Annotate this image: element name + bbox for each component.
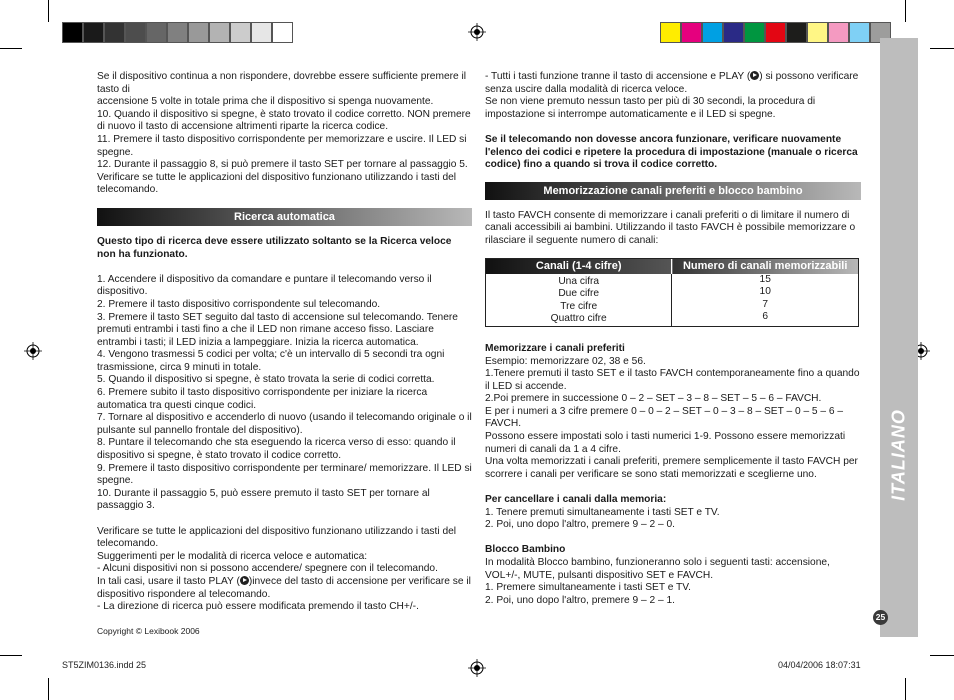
right-column [485, 71, 861, 607]
step: 5. Quando il dispositivo si spegne, è stato trovata la serie di codici corretta. [97, 374, 435, 386]
step: 6. Premere subito il tasto dispositivo corrispondente per iniziare la ricerca automatica tra questi cinque codici. [97, 387, 428, 411]
paragraph: 1. Premere simultaneamente i tasti SET e TV. [485, 582, 691, 594]
paragraph: 1.Tenere premuti il tasto SET e il tasto FAVCH contemporaneamente fino a quando il LED si accende. [485, 368, 860, 392]
paragraph: 2.Poi premere in successione 0 – 2 – SET – 3 – 8 – SET – 5 – 6 – FAVCH. [485, 393, 822, 405]
subsection-title: Memorizzare i canali preferiti [485, 342, 625, 354]
color-swatch [849, 22, 870, 43]
color-swatch [660, 22, 681, 43]
color-swatch [702, 22, 723, 43]
color-swatch [828, 22, 849, 43]
color-swatch [765, 22, 786, 43]
step: 3. Premere il tasto SET seguito dal tasto di accensione sul telecomando. Tenere premuti entrambi i tasti fino a che il LED non rimane acceso fisso. Lasciare entrambi i tasti; il LED inizia a lampeggiare. Inizia la ricerca automatica. [97, 311, 458, 348]
color-swatch [146, 22, 167, 43]
language-side-tab [880, 38, 918, 637]
table-header-row [486, 259, 858, 274]
paragraph: In tali casi, usare il tasto PLAY ( )invece del tasto di accensione per verificare se il dispositivo rispondere al telecomando. [97, 575, 471, 600]
paragraph: Possono essere impostati solo i tasti numerici 1-9. Possono essere memorizzati numeri di canali da 1 a 4 cifre. [485, 431, 846, 455]
color-swatch [62, 22, 83, 43]
footer-file-name: ST5ZIM0136.indd 25 [62, 660, 147, 670]
step: 2. Premere il tasto dispositivo corrispondente sul telecomando. [97, 298, 381, 310]
page-number: 25 [873, 610, 888, 625]
paragraph: Il tasto FAVCH consente di memorizzare i canali preferiti o di limitare il numero di canali accessibili ai bambini. Utilizzando il tasto FAVCH è possibile memorizzare o rilasciare il seguente numero di canali: [485, 209, 856, 246]
table-header-cell: Canali (1-4 cifre) [486, 259, 672, 274]
left-column [97, 71, 472, 614]
step: 1. Accendere il dispositivo da comandare e puntare il telecomando verso il dispositivo. [97, 273, 432, 298]
play-icon [240, 576, 249, 585]
step: 9. Premere il tasto dispositivo corrispondente per terminare/ memorizzare. Il LED si spegne. [97, 462, 472, 487]
paragraph: Una volta memorizzati i canali preferiti, premere semplicemente il tasto FAVCH per scorrere i canali per verificare se sono stati memorizzati e sceglierne uno. [485, 456, 858, 480]
registration-mark-icon [468, 659, 486, 677]
paragraph: 11. Premere il tasto dispositivo corrispondente per memorizzare e uscire. Il LED si spegne. [97, 133, 467, 158]
paragraph: - Alcuni dispositivi non si possono accendere/ spegnere con il telecomando. [97, 563, 438, 575]
subsection-title: Blocco Bambino [485, 544, 566, 556]
color-swatch [272, 22, 293, 43]
table-cell: 15 10 7 6 [672, 274, 858, 326]
paragraph: 12. Durante il passaggio 8, si può premere il tasto SET per tornare al passaggio 5. Verificare se tutte le applicazioni del dispositivo funzionano utilizzando i tasti del telecomando. [97, 159, 468, 196]
step: 7. Tornare al dispositivo e accenderlo di nuovo (usando il telecomando originale o il pulsante sul pannello frontale del dispositivo). [97, 412, 472, 436]
table-header-cell: Numero di canali memorizzabili [672, 259, 858, 274]
warning-text: Questo tipo di ricerca deve essere utilizzato soltanto se la Ricerca veloce non ha funzionato. [97, 235, 452, 260]
color-swatch [744, 22, 765, 43]
section-header-ricerca-automatica [97, 208, 472, 226]
color-swatch [104, 22, 125, 43]
play-icon [750, 71, 759, 80]
channels-table [486, 259, 858, 326]
paragraph: Se non viene premuto nessun tasto per più di 30 secondi, la procedura di impostazione si interrompe automaticamente e il LED si spegne. [485, 96, 816, 120]
color-swatch [230, 22, 251, 43]
color-swatch [167, 22, 188, 43]
paragraph: Suggerimenti per le modalità di ricerca veloce e automatica: [97, 550, 368, 562]
color-swatch [251, 22, 272, 43]
color-swatch [188, 22, 209, 43]
registration-mark-icon [24, 342, 42, 360]
section-title: Memorizzazione canali preferiti e blocco bambino [543, 184, 803, 197]
step: 4. Vengono trasmessi 5 codici per volta; c'è un intervallo di 5 secondi tra ogni trasmissione, circa 9 minuti in totale. [97, 349, 445, 373]
color-swatch [681, 22, 702, 43]
color-swatch [807, 22, 828, 43]
registration-mark-icon [468, 23, 486, 41]
paragraph: 10. Quando il dispositivo si spegne, è stato trovato il codice corretto. NON premere di nuovo il tasto di accensione altrimenti riparte la ricerca codice. [97, 108, 471, 133]
paragraph: Esempio: memorizzare 02, 38 e 56. [485, 355, 646, 367]
paragraph: Verificare se tutte le applicazioni del dispositivo funzionano utilizzando i tasti del telecomando. [97, 525, 457, 550]
color-swatch [125, 22, 146, 43]
table-cell: Una cifra Due cifre Tre cifre Quattro cifre [550, 275, 607, 325]
section-title: Ricerca automatica [234, 210, 335, 223]
channels-table-frame [485, 258, 859, 327]
step: 10. Durante il passaggio 5, può essere premuto il tasto SET per tornare al passaggio 3. [97, 487, 430, 512]
paragraph: In modalità Blocco bambino, funzioneranno solo i seguenti tasti: accensione, VOL+/-, MUTE, pulsanti dispositivo SET e FAVCH. [485, 557, 830, 581]
subsection-title: Per cancellare i canali dalla memoria: [485, 494, 667, 506]
step: 8. Puntare il telecomando che sta eseguendo la ricerca verso di esso: quando il dispositivo si spegne, è stato trovato il codice corretto. [97, 437, 456, 462]
paragraph: Se il dispositivo continua a non rispondere, dovrebbe essere sufficiente premere il tasto di [97, 71, 467, 95]
copyright: Copyright © Lexibook 2006 [97, 626, 200, 636]
paragraph: 2. Poi, uno dopo l'altro, premere 9 – 2 – 0. [485, 519, 675, 531]
paragraph: - La direzione di ricerca può essere modificata premendo il tasto CH+/-. [97, 601, 419, 613]
paragraph: E per i numeri a 3 cifre premere 0 – 0 – 2 – SET – 0 – 3 – 8 – SET – 0 – 5 – 6 – FAVCH. [485, 405, 844, 430]
section-header-canali-preferiti [485, 182, 861, 200]
bold-note: Se il telecomando non dovesse ancora funzionare, verificare nuovamente l'elenco dei codici e ripetere la procedura di impostazione (manuale o ricerca codice) fino a quando si trova il codice corretto. [485, 133, 858, 171]
paragraph: - Tutti i tasti funzione tranne il tasto di accensione e PLAY ( ) si possono verificare senza uscire dalla modalità di ricerca veloce. [485, 71, 859, 95]
paragraph: 2. Poi, uno dopo l'altro, premere 9 – 2 – 1. [485, 594, 675, 606]
color-swatch [209, 22, 230, 43]
paragraph: accensione 5 volte in totale prima che il dispositivo si spenga nuovamente. [97, 96, 434, 108]
table-body-row [486, 274, 858, 326]
color-swatch [786, 22, 807, 43]
paragraph: 1. Tenere premuti simultaneamente i tasti SET e TV. [485, 506, 720, 518]
color-swatch [723, 22, 744, 43]
footer-date: 04/04/2006 18:07:31 [778, 660, 861, 670]
color-swatch [83, 22, 104, 43]
